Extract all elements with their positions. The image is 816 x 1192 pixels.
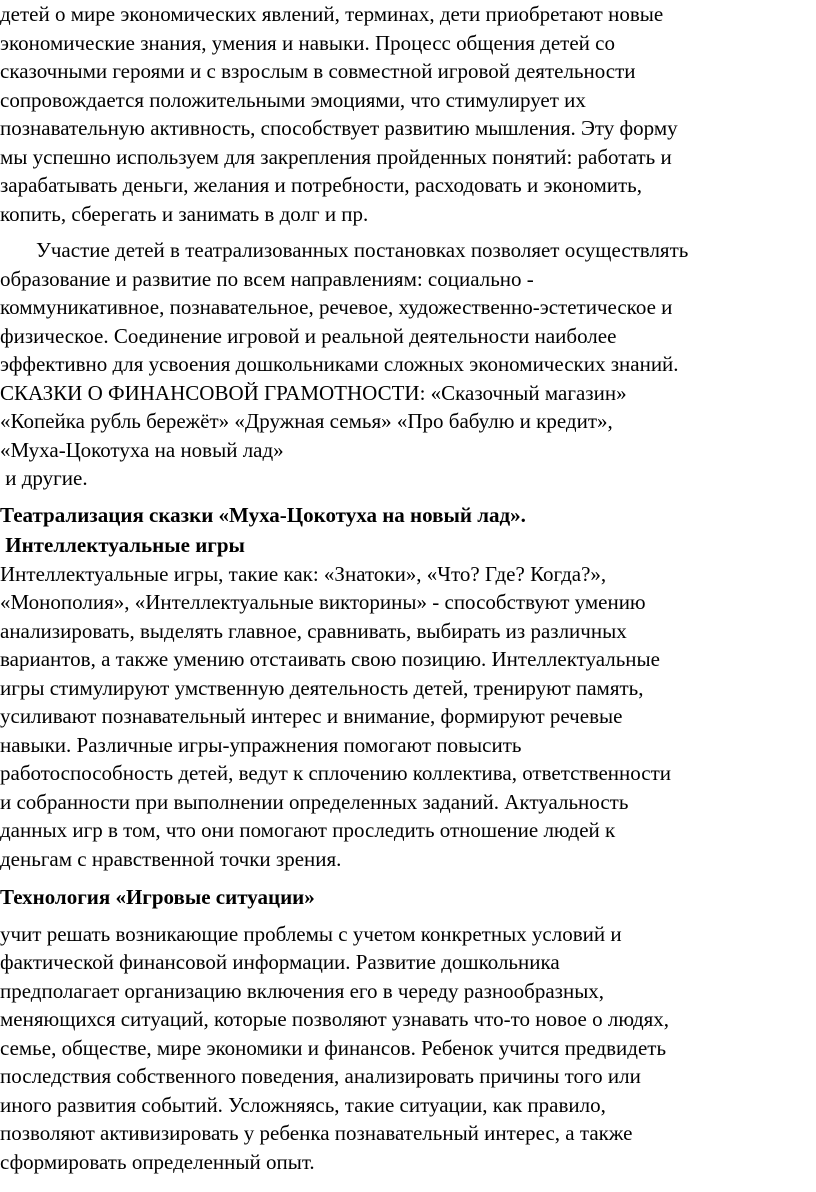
text-line: коммуникативное, познавательное, речевое, художественно-эстетическое и — [0, 295, 673, 319]
text-line: копить, сберегать и занимать в долг и пр. — [0, 201, 369, 226]
text-line: сопровождается положительными эмоциями, что стимулирует их — [0, 87, 586, 112]
text-line: фактической финансовой информации. Развитие дошкольника — [0, 950, 560, 974]
text-line: мы успешно используем для закрепления пройденных понятий: работать и — [0, 144, 672, 169]
text-line: «Муха-Цокотуха на новый лад» — [0, 437, 284, 462]
text-line: позволяют активизировать у ребенка познавательный интерес, а также — [0, 1121, 633, 1145]
text-line: вариантов, а также умению отстаивать свою позицию. Интеллектуальные — [0, 647, 660, 671]
heading-intellectual-games: Интеллектуальные игры — [0, 533, 245, 557]
text-line: физическое. Соединение игровой и реальной деятельности наиболее — [0, 323, 617, 348]
text-line: и другие. — [0, 466, 88, 490]
text-line: Интеллектуальные игры, такие как: «Знатоки», «Что? Где? Когда?», — [0, 561, 607, 586]
text-line: Участие детей в театрализованных постановках позволяет осуществлять — [36, 238, 689, 262]
text-line: навыки. Различные игры-упражнения помогают повысить — [0, 732, 522, 757]
text-line: «Монополия», «Интеллектуальные викторины» - способствуют умению — [0, 590, 646, 614]
text-line: иного развития событий. Усложняясь, такие ситуации, как правило, — [0, 1092, 606, 1117]
text-line: сформировать определенный опыт. — [0, 1149, 315, 1174]
text-line: и собранности при выполнении определенных заданий. Актуальность — [0, 789, 629, 814]
text-line: СКАЗКИ О ФИНАНСОВОЙ ГРАМОТНОСТИ: «Сказочный магазин» — [0, 380, 627, 405]
text-line: зарабатывать деньги, желания и потребности, расходовать и экономить, — [0, 173, 642, 197]
text-line: «Копейка рубль бережёт» «Дружная семья» «Про бабулю и кредит», — [0, 409, 613, 433]
text-line: экономические знания, умения и навыки. Процесс общения детей со — [0, 30, 615, 55]
paragraph-economic-knowledge — [0, 0, 808, 228]
text-line: детей о мире экономических явлений, терминах, дети приобретают новые — [0, 2, 664, 26]
text-line: семье, обществе, мире экономики и финансов. Ребенок учится предвидеть — [0, 1035, 667, 1060]
text-line: меняющихся ситуаций, которые позволяют узнавать что-то новое о людях, — [0, 1007, 670, 1031]
text-line: деньгам с нравственной точки зрения. — [0, 846, 342, 871]
text-line: познавательную активность, способствует развитию мышления. Эту форму — [0, 116, 678, 140]
heading-theatre-fairy-tale: Театрализация сказки «Муха-Цокотуха на новый лад». — [0, 502, 526, 527]
paragraph-game-situations — [0, 920, 808, 1177]
text-line: работоспособность детей, ведут к сплочению коллектива, ответственности — [0, 761, 671, 785]
text-line: сказочными героями и с взрослым в совместной игровой деятельности — [0, 59, 636, 83]
text-line: учит решать возникающие проблемы с учетом конкретных условий и — [0, 921, 622, 946]
heading-game-situations-technology: Технология «Игровые ситуации» — [0, 885, 315, 909]
text-line: усиливают познавательный интерес и внимание, формируют речевые — [0, 704, 623, 728]
paragraph-theatre-participation — [0, 236, 808, 493]
text-line: образование и развитие по всем направлениям: социально - — [0, 266, 534, 291]
paragraph-intellectual-games — [0, 560, 808, 874]
text-line: эффективно для усвоения дошкольниками сложных экономических знаний. — [0, 352, 679, 376]
text-line: последствия собственного поведения, анализировать причины того или — [0, 1064, 641, 1088]
text-line: данных игр в том, что они помогают проследить отношение людей к — [0, 818, 616, 842]
text-line: анализировать, выделять главное, сравнивать, выбирать из различных — [0, 618, 627, 643]
text-line: игры стимулируют умственную деятельность детей, тренируют память, — [0, 675, 644, 700]
text-line: предполагает организацию включения его в череду разнообразных, — [0, 978, 605, 1003]
